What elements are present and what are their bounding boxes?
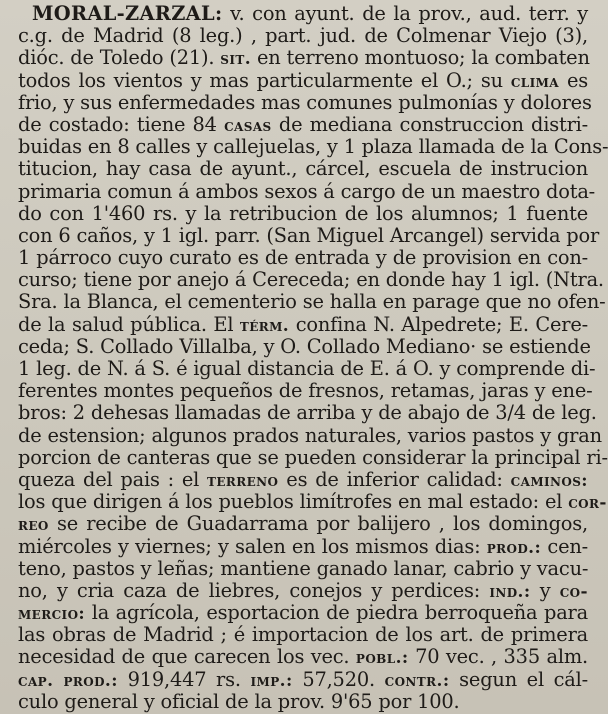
- section-keyword: co-: [559, 581, 588, 602]
- text-line: [18, 513, 588, 535]
- text-line: [18, 580, 588, 602]
- text-run: primaria comun á ambos sexos á cargo de un maestro dota-: [18, 179, 596, 203]
- text-line: [18, 691, 588, 713]
- text-line: [18, 268, 604, 292]
- text-run: cen-: [541, 534, 589, 558]
- text-run: necesidad de que carecen los vec.: [18, 645, 356, 669]
- section-keyword: reo: [18, 515, 49, 536]
- text-line: [18, 203, 588, 225]
- section-keyword: pobl.:: [355, 648, 409, 669]
- text-line: [18, 602, 588, 624]
- headword: MORAL-ZARZAL:: [32, 2, 223, 25]
- text-line: [18, 135, 608, 159]
- text-run: 1 leg. de N. á S. é igual distancia de E. á O. y comprende di-: [18, 357, 596, 380]
- section-keyword: sit.: [220, 49, 252, 70]
- text-run: 57,520.: [292, 667, 385, 691]
- entry-text: [18, 2, 608, 713]
- text-run: con 6 caños, y 1 igl. parr. (San Miguel Arcangel) servida por: [18, 223, 600, 247]
- text-run: bros: 2 dehesas llamadas de arriba y de abajo de 3/4 de leg.: [18, 401, 597, 425]
- text-run: no, y cria caza de liebres, conejos y perdices:: [18, 578, 490, 602]
- text-line: [18, 357, 596, 380]
- text-line: [18, 536, 588, 558]
- text-line: [18, 334, 591, 358]
- text-run: de mediana construccion distri-: [271, 112, 588, 136]
- text-line: [18, 401, 597, 425]
- text-line: [18, 223, 600, 247]
- text-run: buidas en 8 calles y callejuelas, y 1 plaza llamada de la Cons-: [18, 135, 608, 159]
- text-line: [18, 624, 588, 646]
- text-run: la agrícola, esportacion de piedra berroqueña para: [85, 601, 588, 625]
- text-run: titucion, hay casa de ayunt., cárcel, escuela de instrucion: [18, 157, 588, 181]
- text-run: es de inferior calidad:: [278, 467, 511, 491]
- text-line: [18, 558, 588, 580]
- text-line: [18, 423, 602, 447]
- section-keyword: prod.:: [486, 537, 542, 558]
- text-line: [18, 314, 588, 336]
- text-run: en terreno montuoso; la combaten: [251, 46, 590, 70]
- text-line: [18, 445, 608, 469]
- text-run: 919,447 rs.: [117, 667, 251, 691]
- text-line: [18, 179, 596, 203]
- section-keyword: cap. prod.:: [18, 670, 118, 691]
- text-line: [18, 158, 588, 180]
- text-run: se recibe de Guadarrama por balijero , los domingos,: [48, 512, 588, 536]
- text-line: [18, 114, 588, 136]
- text-line: [18, 90, 592, 114]
- text-run: c.g. de Madrid (8 leg.) , part. jud. de Colmenar Viejo (3),: [18, 24, 588, 48]
- text-run: todos los vientos y mas particularmente el O.; su: [18, 68, 511, 92]
- section-keyword: casas: [224, 115, 272, 136]
- text-run: 70 vec. , 335 alm.: [408, 645, 588, 669]
- text-line: [18, 3, 588, 25]
- section-keyword: terreno: [207, 470, 279, 491]
- text-run: culo general y oficial de la prov. 9'65 por 100.: [18, 689, 460, 713]
- section-keyword: caminos:: [510, 470, 588, 491]
- text-line: [18, 70, 588, 92]
- text-line: [18, 490, 607, 514]
- text-line: [18, 247, 588, 269]
- text-run: porcion de canteras que se pueden considerar la principal ri-: [18, 445, 608, 469]
- text-run: las obras de Madrid ; é importacion de los art. de primera: [18, 623, 588, 647]
- section-keyword: térm.: [239, 315, 290, 336]
- text-run: ferentes montes pequeños de fresnos, retamas, jaras y ene-: [18, 379, 593, 403]
- section-keyword: clima: [510, 71, 560, 92]
- text-run: miércoles y viernes; y salen en los mismos dias:: [18, 534, 487, 558]
- section-keyword: cor-: [568, 493, 607, 514]
- text-run: segun el cál-: [449, 667, 589, 691]
- text-run: de estension; algunos prados naturales, varios pastos y gran: [18, 423, 602, 447]
- text-run: confina N. Alpedrete; E. Cere-: [289, 312, 588, 336]
- text-run: es: [559, 68, 588, 92]
- text-run: queza del pais : el: [18, 467, 208, 491]
- text-run: los que dirigen á los pueblos limítrofes en mal estado: el: [18, 490, 569, 514]
- text-line: [18, 669, 588, 691]
- text-run: dióc. de Toledo (21).: [18, 46, 221, 70]
- text-run: frio, y sus enfermedades mas comunes pulmonías y dolores: [18, 90, 592, 114]
- text-run: de la salud pública. El: [18, 312, 240, 336]
- text-run: teno, pastos y leñas; mantiene ganado lanar, cabrio y vacu-: [18, 556, 589, 580]
- text-run: do con 1'460 rs. y la retribucion de los alumnos; 1 fuente: [18, 201, 588, 225]
- text-line: [18, 25, 588, 47]
- text-line: [18, 379, 593, 403]
- section-keyword: contr.:: [384, 670, 450, 691]
- text-line: [18, 47, 588, 69]
- section-keyword: ind.:: [489, 581, 531, 602]
- text-line: [18, 290, 606, 314]
- section-keyword: mercio:: [18, 604, 86, 625]
- text-run: y: [530, 578, 560, 602]
- text-run: curso; tiene por anejo á Cereceda; en donde hay 1 igl. (Ntra.: [18, 268, 604, 292]
- text-line: [18, 646, 588, 668]
- text-run: de costado: tiene 84: [18, 112, 225, 136]
- text-line: [18, 469, 588, 491]
- text-run: Sra. la Blanca, el cementerio se halla en parage que no ofen-: [18, 290, 606, 314]
- section-keyword: imp.:: [250, 670, 293, 691]
- text-run: 1 párroco cuyo curato es de entrada y de provision en con-: [18, 246, 588, 270]
- text-run: ceda; S. Collado Villalba, y O. Collado Mediano· se estiende: [18, 334, 591, 358]
- text-run: v. con ayunt. de la prov., aud. terr. y: [222, 2, 588, 25]
